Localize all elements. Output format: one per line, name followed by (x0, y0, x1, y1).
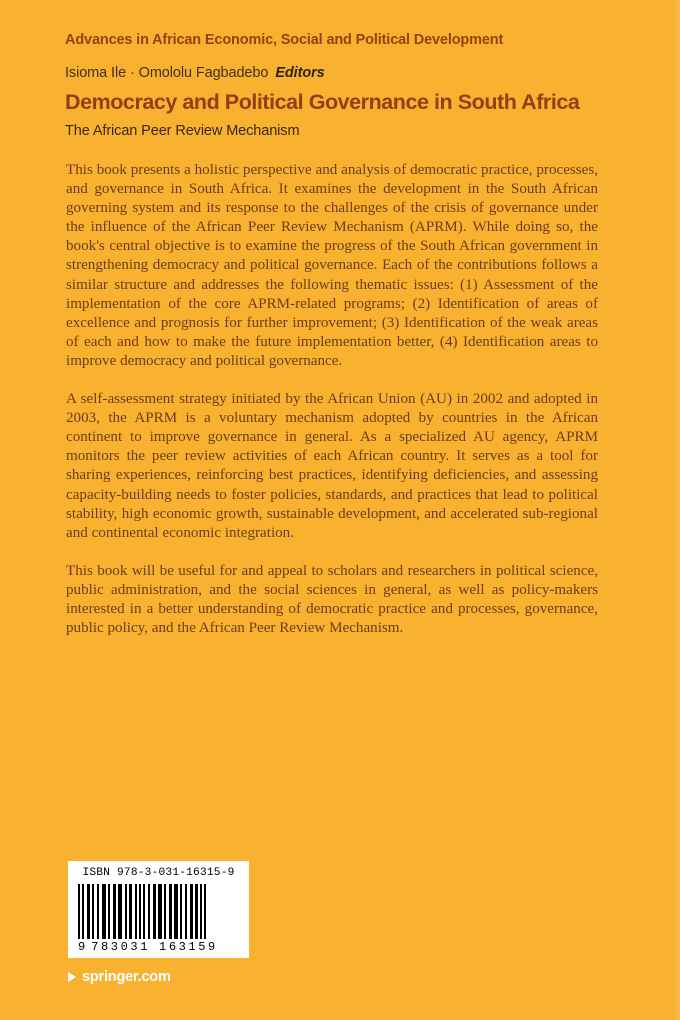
barcode-bars-icon (78, 884, 239, 939)
blurb-paragraph: This book presents a holistic perspective and analysis of democratic practice, processes, and governance in South Africa. It examines the development in the South African governing system and its response to the challenges of the crisis of governance under the influence of the African Peer Review Mechanism (APRM). While doing so, the book's central objective is to examine the progress of the South African government in strengthening democracy and political governance. Each of the contributions follows a similar structure and addresses the following thematic issues: (1) Assessment of the implementation of the core APRM-related programs; (2) Identification of areas of excellence and prognosis for further improvement; (3) Identification of the weak areas of each and how to make the future implementation better, (4) Identification areas to improve democracy and political governance. (66, 162, 598, 369)
cover-header (65, 31, 605, 139)
triangle-right-icon (68, 972, 76, 982)
barcode-digit-group-right: 163159 (159, 939, 218, 954)
publisher-url-label: springer.com (82, 969, 171, 985)
editors-role-label: Editors (275, 65, 325, 82)
springer-website-link[interactable] (68, 969, 249, 985)
series-title: Advances in African Economic, Social and Political Development (65, 32, 504, 48)
isbn-number: ISBN 978-3-031-16315-9 (82, 867, 235, 879)
back-cover-blurb (66, 161, 598, 638)
editors-line (65, 65, 605, 81)
editor-names: Isioma Ile · Omololu Fagbadebo (65, 65, 269, 82)
page-subtitle: The African Peer Review Mechanism (65, 122, 300, 139)
barcode-digit-lead: 9 (78, 939, 86, 954)
isbn-barcode-card (68, 861, 249, 958)
barcode-digits (77, 941, 240, 953)
barcode-block (68, 861, 249, 985)
page-title: Democracy and Political Governance in South Africa (65, 90, 580, 115)
barcode-digit-group-left: 783031 (91, 939, 151, 954)
blurb-paragraph: A self-assessment strategy initiated by the African Union (AU) in 2002 and adopted in 2003, the APRM is a voluntary mechanism adopted by countries in the African continent to improve governance in general. As a specialized AU agency, APRM monitors the peer review activities of each African country. It serves as a tool for sharing experiences, reinforcing best practices, identifying deficiencies, and assessing capacity-building needs to foster policies, standards, and practices that lead to political stability, high economic growth, sustainable development, and accelerated sub-regional and continental economic integration. (66, 391, 598, 541)
blurb-paragraph: This book will be useful for and appeal to scholars and researchers in political science, public administration, and the social sciences in general, as well as policy-makers interested in a better understanding of democratic practice and processes, governance, public policy, and the African Peer Review Mechanism. (66, 562, 598, 637)
